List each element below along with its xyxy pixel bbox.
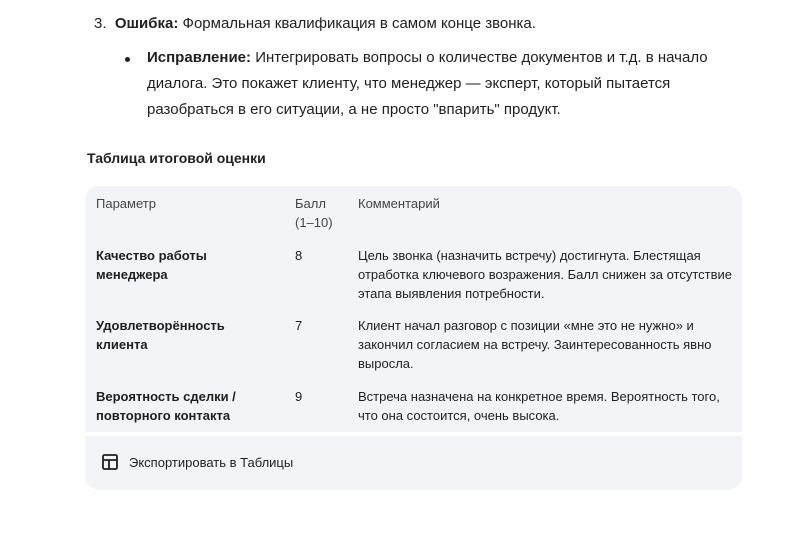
score-table-card [85, 186, 742, 490]
list-text: Формальная квалификация в самом конце звонка. [182, 15, 536, 32]
row-param: Качество работы менеджера [96, 248, 207, 282]
bullet-line: диалога. Это покажет клиенту, что менеджер — эксперт, который пытается [147, 75, 671, 92]
row-score: 8 [295, 248, 303, 263]
header-score: Балл (1–10) [295, 196, 333, 230]
header-param: Параметр [96, 196, 156, 211]
row-score: 9 [295, 389, 303, 404]
row-comment: Клиент начал разговор с позиции «мне это не нужно» и закончил согласием на встречу. Заинтересованность явно выросла. [358, 318, 712, 371]
table-icon [101, 453, 119, 471]
row-comment: Цель звонка (назначить встречу) достигнута. Блестящая отработка ключевого возражения. Балл снижен за отсутствие этапа выявления потребности. [358, 248, 733, 301]
bullet-line: разобраться в его ситуации, а не просто "впарить" продукт. [147, 101, 561, 118]
list-label: Ошибка: [114, 15, 179, 32]
row-comment: Встреча назначена на конкретное время. Вероятность того, что она состоится, очень высока. [358, 389, 720, 423]
bullet-item [147, 45, 767, 123]
row-param: Вероятность сделки / повторного контакта [96, 389, 236, 423]
list-number: 3. [94, 15, 107, 32]
bullet-line: Интегрировать вопросы о количестве документов и т.д. в начало [255, 49, 708, 66]
export-bar [85, 436, 742, 490]
export-label: Экспортировать в Таблицы [129, 454, 294, 470]
row-param: Удовлетворённость клиента [96, 318, 225, 352]
section-heading: Таблица итоговой оценки [87, 150, 266, 166]
bullet-icon [125, 57, 130, 62]
score-table [85, 186, 742, 432]
export-to-sheets-button[interactable] [101, 453, 293, 471]
header-comment: Комментарий [358, 196, 440, 211]
row-score: 7 [295, 318, 303, 333]
list-item-3 [94, 11, 536, 37]
bullet-label: Исправление: [147, 49, 252, 66]
